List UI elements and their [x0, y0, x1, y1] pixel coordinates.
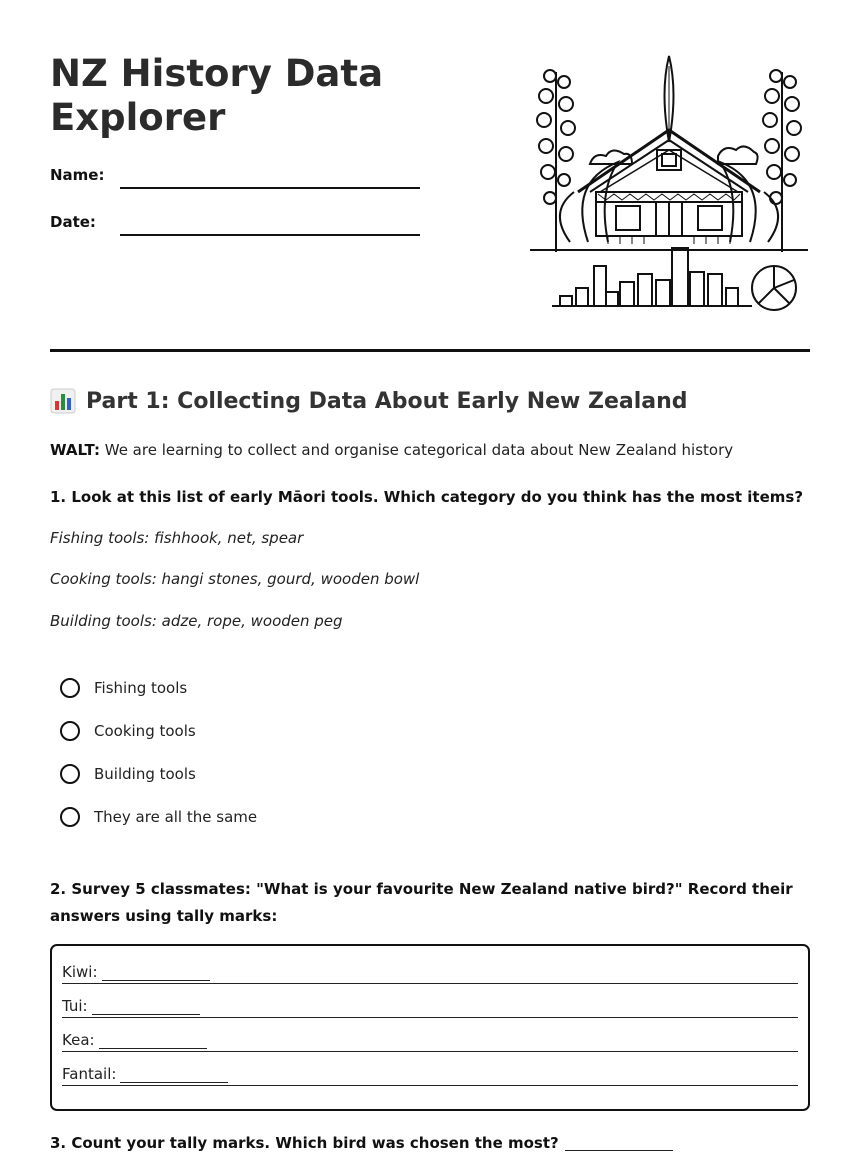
cooking-tools-list: Cooking tools: hangi stones, gourd, wooden bowl	[50, 570, 420, 588]
bird-label: Tui:	[62, 997, 88, 1015]
question-3-text: 3. Count your tally marks. Which bird was chosen the most?	[50, 1134, 559, 1152]
worksheet-title: NZ History Data Explorer	[50, 52, 384, 139]
option-all-same[interactable]	[60, 807, 257, 827]
option-label: Cooking tools	[94, 722, 196, 740]
question-1: 1. Look at this list of early Māori tools. Which category do you think has the most items?	[50, 488, 804, 506]
date-label: Date:	[50, 213, 96, 231]
fishing-tools-list: Fishing tools: fishhook, net, spear	[50, 529, 304, 547]
option-fishing-tools[interactable]	[60, 678, 187, 698]
bar-chart-icon	[50, 388, 76, 414]
tally-row-kiwi[interactable]	[62, 951, 798, 984]
option-label: Building tools	[94, 765, 196, 783]
radio-button[interactable]	[60, 764, 80, 784]
bird-label: Fantail:	[62, 1065, 117, 1083]
part1-title: Part 1: Collecting Data About Early New Zealand	[86, 388, 688, 414]
tally-blank[interactable]	[92, 1000, 200, 1015]
tally-blank[interactable]	[102, 966, 210, 981]
tally-blank[interactable]	[99, 1034, 207, 1049]
option-label: Fishing tools	[94, 679, 188, 697]
name-field[interactable]	[120, 187, 420, 189]
date-field[interactable]	[120, 234, 420, 236]
tally-box	[50, 944, 810, 1111]
walt-text: We are learning to collect and organise categorical data about New Zealand history	[99, 441, 734, 459]
walt-label: WALT:	[50, 441, 100, 459]
tally-row-tui[interactable]	[62, 985, 798, 1018]
answer-blank[interactable]	[565, 1136, 673, 1151]
tally-row-fantail[interactable]	[62, 1053, 798, 1086]
question-3	[50, 1130, 810, 1157]
part1-heading	[50, 388, 688, 414]
name-label: Name:	[50, 166, 105, 184]
tally-blank[interactable]	[120, 1068, 228, 1083]
bird-label: Kea:	[62, 1031, 95, 1049]
tally-row-kea[interactable]	[62, 1019, 798, 1052]
bird-label: Kiwi:	[62, 963, 98, 981]
question-2: 2. Survey 5 classmates: "What is your favourite New Zealand native bird?" Record their answers using tally marks:	[50, 880, 793, 925]
option-label: They are all the same	[94, 808, 258, 826]
radio-button[interactable]	[60, 807, 80, 827]
option-cooking-tools[interactable]	[60, 721, 196, 741]
wharenui-illustration	[528, 52, 810, 314]
walt-statement	[50, 441, 733, 459]
radio-button[interactable]	[60, 678, 80, 698]
option-building-tools[interactable]	[60, 764, 196, 784]
header-divider	[50, 349, 810, 352]
radio-button[interactable]	[60, 721, 80, 741]
building-tools-list: Building tools: adze, rope, wooden peg	[50, 612, 343, 630]
